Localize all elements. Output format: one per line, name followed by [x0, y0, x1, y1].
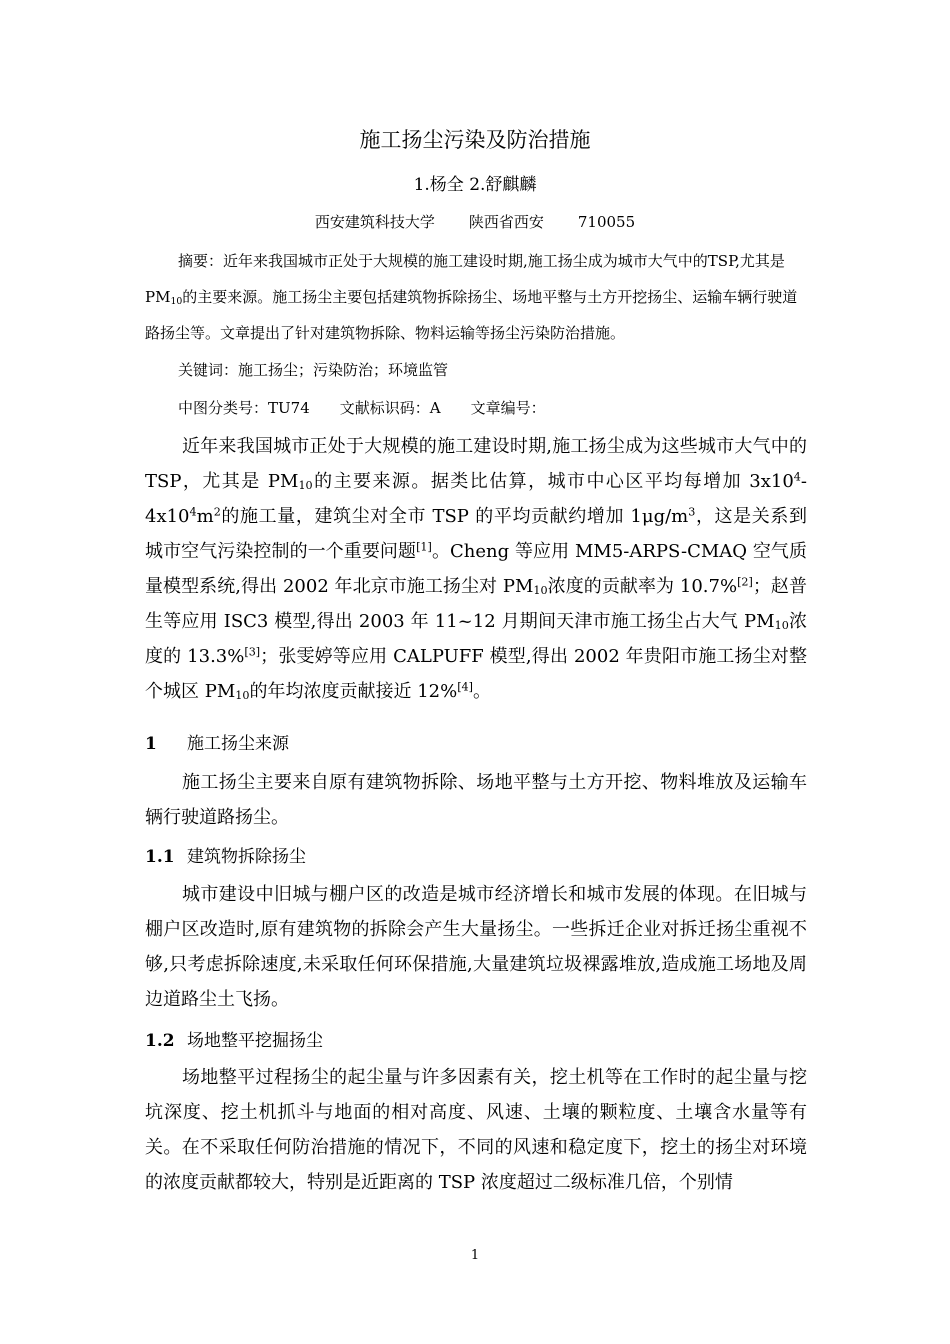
citation-3: [3]: [244, 645, 261, 659]
section-1-paragraph: 施工扬尘主要来自原有建筑物拆除、场地平整与土方开挖、物料堆放及运输车辆行驶道路扬尘。: [145, 772, 807, 828]
abstract-label: 摘要：: [178, 252, 224, 270]
page-number: 1: [470, 1248, 480, 1263]
keywords: 关键词：施工扬尘；污染防治；环境监管: [178, 361, 449, 379]
citation-4: [4]: [457, 680, 474, 694]
abstract: 摘要：近年来我国城市正处于大规模的施工建设时期,施工扬尘成为城市大气中的TSP,尤其是$PM_{10}$的主要来源。施工扬尘主要包括建筑物拆除扬尘、场地平整与土方开挖扬尘、运输车辆行驶道路扬尘等。文章提出了针对建筑物拆除、物料运输等扬尘污染防治措施。: [145, 252, 798, 342]
section-1-2-heading: 1.2 场地整平挖掘扬尘: [145, 1031, 323, 1051]
authors: 1.杨全 2.舒麒麟: [413, 175, 537, 195]
section-1-2-paragraph: 场地整平过程扬尘的起尘量与许多因素有关，挖土机等在工作时的起尘量与挖坑深度、挖土机抓斗与地面的相对高度、风速、土壤的颗粒度、土壤含水量等有关。在不采取任何防治措施的情况下，不同的风速和稳定度下，挖土的扬尘对环境的浓度贡献都较大，特别是近距离的 TSP 浓度超过二级标准几倍，个别情: [145, 1067, 807, 1193]
paper-title: 施工扬尘污染及防治措施: [359, 128, 591, 152]
classification-line: [178, 396, 546, 420]
citation-1: [1]: [416, 540, 432, 554]
citation-2: [2]: [737, 575, 753, 589]
section-1-heading: 1 施工扬尘来源: [145, 734, 289, 754]
affiliation: [0, 210, 950, 234]
article-number: 文章编号：: [470, 399, 546, 417]
affiliation-location: 陕西省西安: [468, 213, 544, 231]
intro-paragraph: 近年来我国城市正处于大规模的施工建设时期,施工扬尘成为这些城市大气中的 TSP，尤其是 $PM_{10}$的主要来源。据类比估算，城市中心区平均每增加 $3x10^4-4x10^4m^2$的施工量，建筑尘对全市 TSP 的平均贡献约增加 $1\mu g/m^3$，这是关系到城市空气污染控制的一个重要问题[1]。Cheng 等应用 MM5-ARPS-CMAQ 空气质量模型系统,得出 2002 年北京市施工扬尘对 $PM_{10}$浓度的贡献率为 10.7%[2]；赵普生等应用 ISC3 模型,得出 2003 年 11~12 月期间天津市施工扬尘占大气 $PM_{10}$浓度的 13.3%[3]；张雯婷等应用 CALPUFF 模型,得出 2002 年贵阳市施工扬尘对整个城区 $PM_{10}$的年均浓度贡献接近 12%[4]。: [145, 436, 807, 703]
affiliation-postcode: 710055: [577, 213, 636, 231]
document-code: 文献标识码：A: [339, 399, 441, 417]
section-1-1-paragraph: 城市建设中旧城与棚户区的改造是城市经济增长和城市发展的体现。在旧城与棚户区改造时,原有建筑物的拆除会产生大量扬尘。一些拆迁企业对拆迁扬尘重视不够,只考虑拆除速度,未采取任何环保措施,大量建筑垃圾裸露堆放,造成施工场地及周边道路尘土飞扬。: [145, 884, 807, 1010]
clc-number: 中图分类号：TU74: [178, 399, 310, 417]
section-1-1-heading: 1.1 建筑物拆除扬尘: [145, 847, 306, 867]
affiliation-university: 西安建筑科技大学: [314, 213, 435, 231]
